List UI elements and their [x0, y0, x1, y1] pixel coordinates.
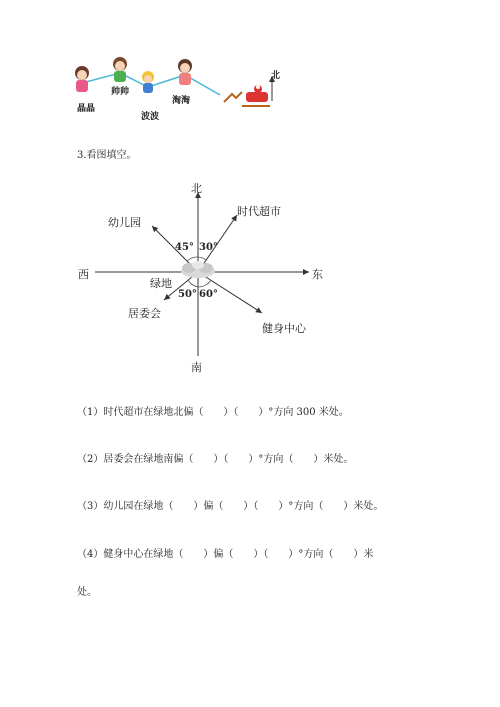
- question-4: （4）健身中心在绿地（ ）偏（ ）（ ）°方向（ ）米: [77, 549, 374, 560]
- child-label-bobo: 波波: [141, 112, 160, 122]
- place-label-kindergarten: 幼儿园: [108, 216, 141, 229]
- direction-east-label: 东: [312, 268, 323, 281]
- problem-title: 3.看图填空。: [77, 150, 137, 161]
- place-label-supermarket: 时代超市: [237, 205, 281, 218]
- angle-label-kindergarten: 45°: [175, 242, 194, 253]
- angle-label-supermarket: 30°: [199, 242, 218, 253]
- angle-arc-supermarket: [198, 257, 206, 260]
- place-label-fitness: 健身中心: [262, 322, 306, 335]
- direction-west-label: 西: [78, 268, 89, 281]
- question-4-continuation: 处。: [77, 587, 97, 598]
- child-label-jingjing: 晶晶: [77, 104, 96, 114]
- angle-label-committee: 50°: [178, 289, 197, 300]
- angle-arc-committee: [188, 280, 198, 287]
- angle-arc-kindergarten: [187, 257, 198, 261]
- green-area-icon: [181, 261, 215, 278]
- question-3: （3）幼儿园在绿地（ ）偏（ ）（ ）°方向（ ）米处。: [77, 501, 384, 512]
- north-label: 北: [271, 71, 281, 81]
- place-label-committee: 居委会: [128, 307, 161, 320]
- direction-south-label: 南: [191, 361, 202, 374]
- direction-north-label: 北: [191, 182, 202, 195]
- angle-arc-fitness: [198, 280, 211, 287]
- center-label-green-area: 绿地: [150, 277, 172, 290]
- child-label-taotao: 淘淘: [172, 96, 191, 106]
- question-2: （2）居委会在绿地南偏（ ）（ ）°方向（ ）米处。: [77, 454, 354, 465]
- angle-label-fitness: 60°: [199, 289, 218, 300]
- question-1: （1）时代超市在绿地北偏（ ）（ ）°方向 300 米处。: [77, 407, 349, 418]
- child-label-shuaishuai: 帅帅: [111, 87, 130, 97]
